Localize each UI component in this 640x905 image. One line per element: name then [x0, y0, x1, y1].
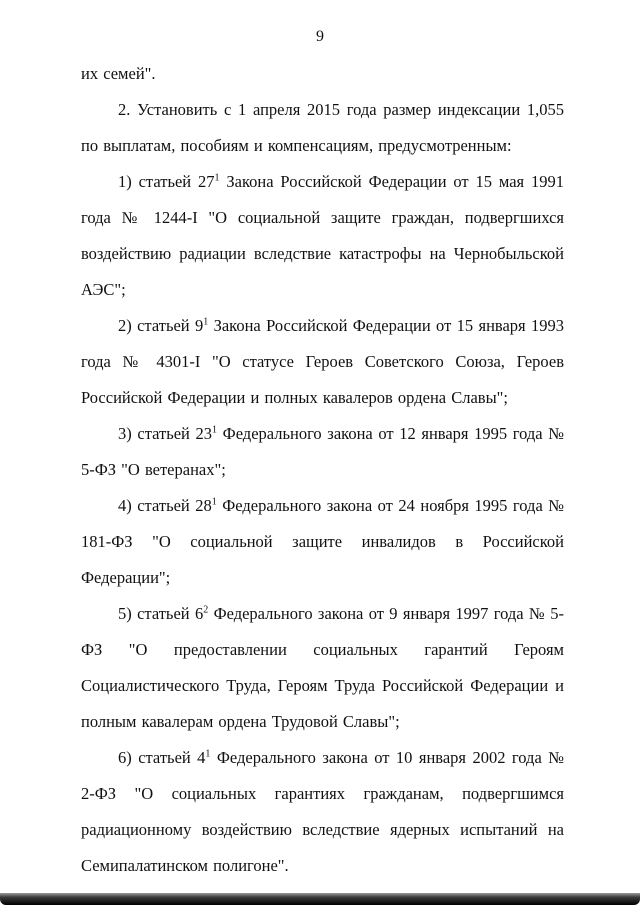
paragraph-text: Закона Российской Федерации от 15 января 1993 года № 4301-I "О статусе Героев Советского Союза, Героев Российской Федерации и полных кавалеров ордена Славы"; [81, 316, 564, 407]
paragraph-text: 4) статьей 28 [118, 496, 212, 515]
paragraph-text: Федерального закона от 12 января 1995 года № 5-ФЗ "О ветеранах"; [81, 424, 564, 479]
paragraph-text: 2) статьей 9 [118, 316, 204, 335]
paragraph-text: 2. Установить с 1 апреля 2015 года размер индексации 1,055 по выплатам, пособиям и компенсациям, предусмотренным: [81, 100, 564, 155]
paragraph-text: Федерального закона от 10 января 2002 года № 2-ФЗ "О социальных гарантиях гражданам, подвергшимся радиационному воздействию вследствие ядерных испытаний на Семипалатинском полигоне". [81, 748, 564, 875]
page-number: 9 [316, 28, 324, 45]
paragraph-text: 6) статьей 4 [118, 748, 206, 767]
paragraph-text: Закона Российской Федерации от 15 мая 1991 года № 1244-I "О социальной защите граждан, подвергшихся воздействию радиации вследствие катастрофы на Чернобыльской АЭС"; [81, 172, 564, 299]
paragraph [81, 164, 564, 308]
paragraph [81, 56, 564, 92]
document-body [0, 56, 640, 884]
paragraph [81, 488, 564, 596]
superscript: 1 [214, 172, 220, 184]
paragraph-text: 3) статьей 23 [118, 424, 213, 443]
page-bottom-edge [0, 893, 640, 905]
paragraph [81, 92, 564, 164]
paragraph-text: Федерального закона от 24 ноября 1995 года № 181-ФЗ "О социальной защите инвалидов в Российской Федерации"; [81, 496, 564, 587]
paragraph [81, 596, 564, 740]
paragraph [81, 740, 564, 884]
paragraph-text: их семей". [81, 64, 156, 83]
paragraph [81, 416, 564, 488]
superscript: 1 [212, 424, 218, 436]
superscript: 1 [211, 496, 217, 508]
superscript: 1 [203, 316, 209, 328]
paragraph-text: Федерального закона от 9 января 1997 года № 5-ФЗ "О предоставлении социальных гарантий Героям Социалистического Труда, Героям Труда Российской Федерации и полным кавалерам ордена Трудовой Славы"; [81, 604, 564, 731]
paragraph-text: 5) статьей 6 [118, 604, 204, 623]
paragraph [81, 308, 564, 416]
superscript: 2 [203, 604, 209, 616]
paragraph-text: 1) статьей 27 [118, 172, 215, 191]
superscript: 1 [205, 748, 211, 760]
